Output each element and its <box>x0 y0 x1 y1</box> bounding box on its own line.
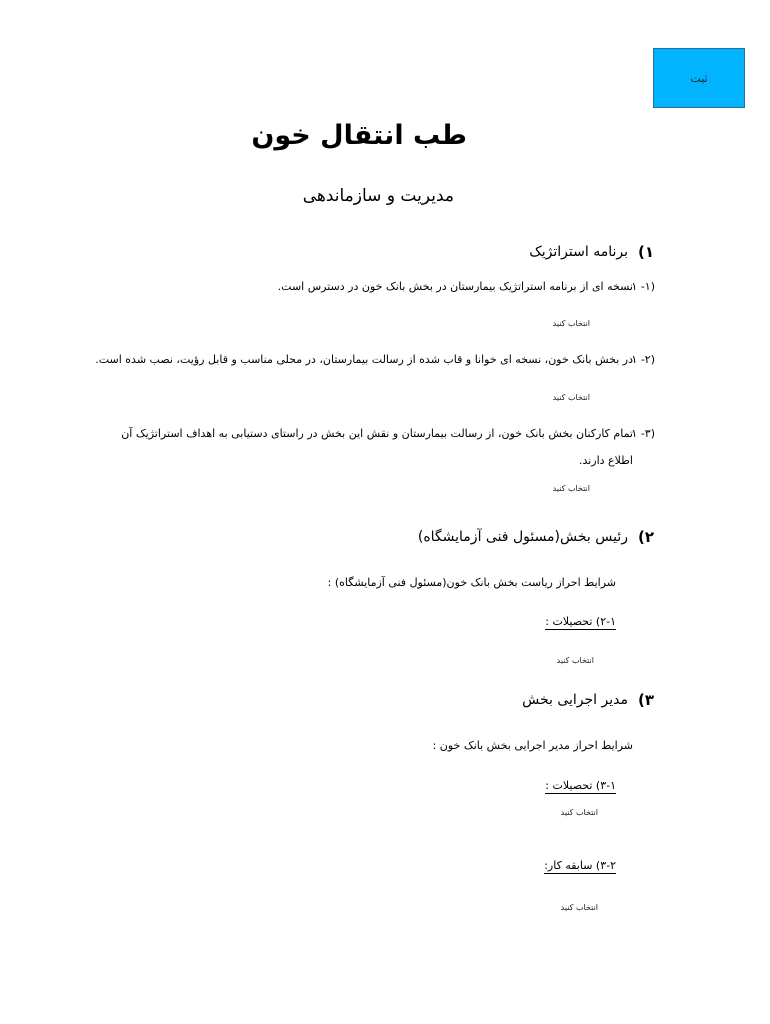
select-option-1-3[interactable]: انتخاب کنید <box>552 484 590 493</box>
section-heading-strategic-plan <box>529 243 654 261</box>
save-button[interactable]: ثبت <box>653 48 745 108</box>
subsection-education: ۲-۱) تحصیلات : <box>545 615 616 628</box>
select-option-1-1[interactable]: انتخاب کنید <box>552 319 590 328</box>
section-number: ۳) <box>637 691 654 709</box>
select-option-2-1[interactable]: انتخاب کنید <box>556 656 594 665</box>
item-text: نسخه ای از برنامه استراتژیک بیمارستان در بخش بانک خون در دسترس است. <box>277 280 633 293</box>
qualification-intro: شرایط احراز ریاست بخش بانک خون(مسئول فنی آزمایشگاه) : <box>327 576 616 589</box>
section-heading-executive-manager <box>522 691 654 709</box>
qualification-intro: شرایط احراز مدیر اجرایی بخش بانک خون : <box>432 739 633 752</box>
select-option-3-2[interactable]: انتخاب کنید <box>560 903 598 912</box>
subsection-work-experience: ۳-۲) سابقه کار: <box>544 859 616 872</box>
checklist-item <box>93 346 655 373</box>
select-option-3-1[interactable]: انتخاب کنید <box>560 808 598 817</box>
section-number: ۲) <box>637 528 654 546</box>
section-number: ۱) <box>637 243 654 261</box>
item-code: ۱ -۲) <box>631 353 655 366</box>
item-code: ۱ -۱) <box>631 280 655 293</box>
item-code: ۱ -۳) <box>631 427 655 440</box>
page-title: طب انتقال خون <box>251 120 467 151</box>
section-title: برنامه استراتژیک <box>529 244 628 260</box>
item-text: تمام کارکنان بخش بانک خون، از رسالت بیمارستان و نقش این بخش در راستای دستیابی به اهداف استراتژیک آن اطلاع دارند. <box>121 427 633 467</box>
item-text: در بخش بانک خون، نسخه ای خوانا و قاب شده از رسالت بیمارستان، در محلی مناسب و قابل رؤیت، نصب شده است. <box>95 353 633 366</box>
select-option-1-2[interactable]: انتخاب کنید <box>552 393 590 402</box>
section-title: مدیر اجرایی بخش <box>522 692 628 708</box>
subsection-education: ۳-۱) تحصیلات : <box>545 779 616 792</box>
section-title: رئیس بخش(مسئول فنی آزمایشگاه) <box>417 529 628 545</box>
checklist-item <box>93 420 655 474</box>
checklist-item <box>93 273 655 300</box>
section-heading-department-head <box>418 528 654 546</box>
page-subtitle: مدیریت و سازماندهی <box>302 186 454 206</box>
